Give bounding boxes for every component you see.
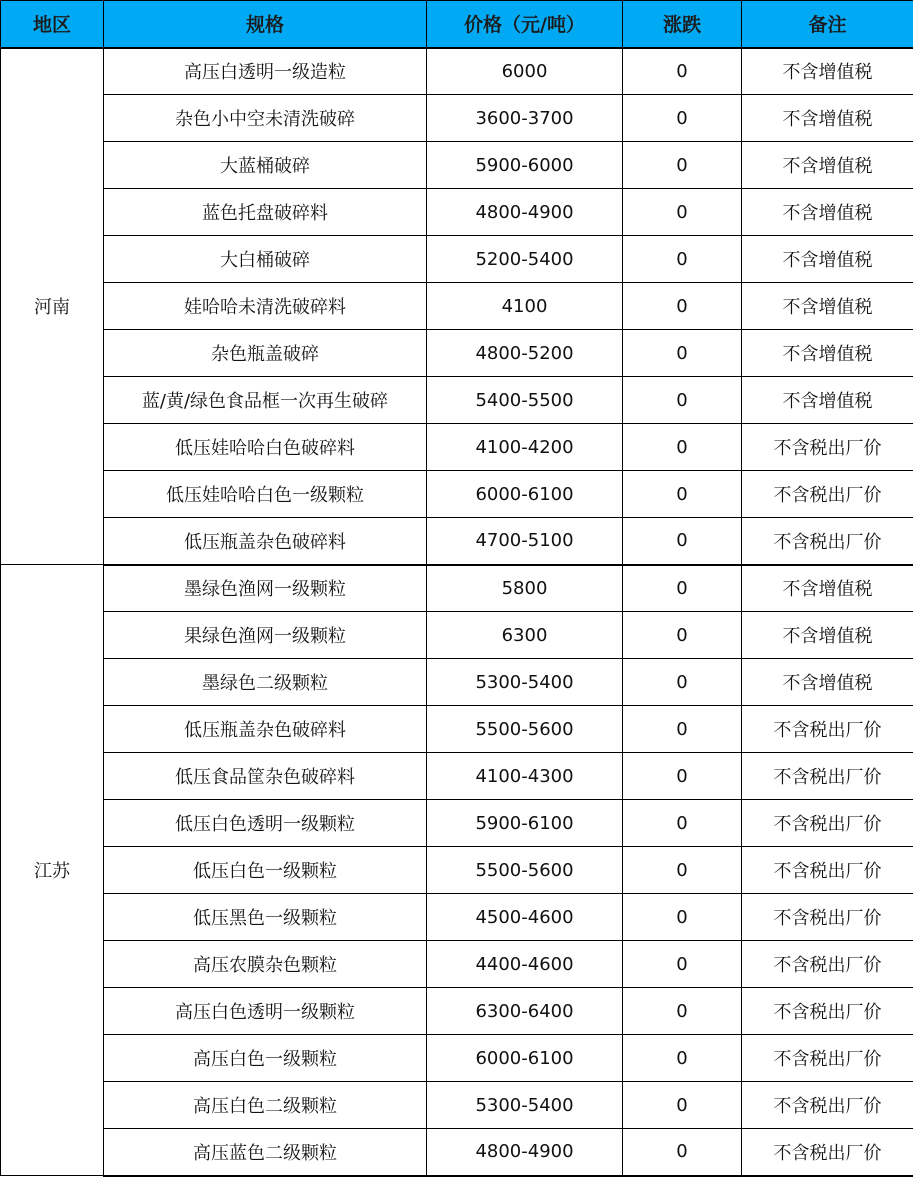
change-cell: 0 [623,48,742,95]
note-cell: 不含税出厂价 [742,847,913,894]
note-cell: 不含增值税 [742,659,913,706]
header-price: 价格（元/吨） [427,1,623,48]
change-cell: 0 [623,424,742,471]
note-cell: 不含增值税 [742,330,913,377]
table-row [1,236,913,283]
change-cell: 0 [623,1129,742,1176]
spec-cell: 低压瓶盖杂色破碎料 [104,518,427,565]
change-cell: 0 [623,377,742,424]
spec-cell: 低压食品筐杂色破碎料 [104,753,427,800]
price-cell: 4100-4300 [427,753,623,800]
note-cell: 不含增值税 [742,612,913,659]
change-cell: 0 [623,800,742,847]
region-cell: 江苏 [1,565,104,1176]
spec-cell: 低压娃哈哈白色破碎料 [104,424,427,471]
table-row [1,988,913,1035]
note-cell: 不含增值税 [742,189,913,236]
spec-cell: 高压白透明一级造粒 [104,48,427,95]
table-row [1,1035,913,1082]
note-cell: 不含税出厂价 [742,706,913,753]
note-cell: 不含税出厂价 [742,894,913,941]
header-spec: 规格 [104,1,427,48]
price-cell: 5400-5500 [427,377,623,424]
spec-cell: 墨绿色渔网一级颗粒 [104,565,427,612]
change-cell: 0 [623,706,742,753]
price-cell: 5500-5600 [427,847,623,894]
spec-cell: 蓝/黄/绿色食品框一次再生破碎 [104,377,427,424]
table-row [1,753,913,800]
header-row [1,1,913,48]
spec-cell: 低压瓶盖杂色破碎料 [104,706,427,753]
note-cell: 不含税出厂价 [742,1129,913,1176]
spec-cell: 低压黑色一级颗粒 [104,894,427,941]
spec-cell: 大蓝桶破碎 [104,142,427,189]
change-cell: 0 [623,753,742,800]
note-cell: 不含税出厂价 [742,471,913,518]
table-row [1,471,913,518]
table-row [1,48,913,95]
table-row [1,377,913,424]
price-cell: 6300 [427,612,623,659]
header-note: 备注 [742,1,913,48]
spec-cell: 娃哈哈未清洗破碎料 [104,283,427,330]
table-row [1,189,913,236]
table-row [1,1129,913,1176]
note-cell: 不含税出厂价 [742,424,913,471]
change-cell: 0 [623,142,742,189]
note-cell: 不含税出厂价 [742,941,913,988]
table-row [1,283,913,330]
price-cell: 4400-4600 [427,941,623,988]
table-row [1,847,913,894]
spec-cell: 低压娃哈哈白色一级颗粒 [104,471,427,518]
change-cell: 0 [623,847,742,894]
price-cell: 4800-4900 [427,189,623,236]
change-cell: 0 [623,612,742,659]
price-cell: 6000-6100 [427,1035,623,1082]
price-cell: 6000-6100 [427,471,623,518]
note-cell: 不含税出厂价 [742,1035,913,1082]
table-row [1,565,913,612]
table-row [1,800,913,847]
note-cell: 不含增值税 [742,142,913,189]
price-cell: 5800 [427,565,623,612]
change-cell: 0 [623,1082,742,1129]
table-row [1,706,913,753]
spec-cell: 高压蓝色二级颗粒 [104,1129,427,1176]
note-cell: 不含税出厂价 [742,800,913,847]
price-cell: 5900-6100 [427,800,623,847]
price-cell: 3600-3700 [427,95,623,142]
spec-cell: 低压白色一级颗粒 [104,847,427,894]
change-cell: 0 [623,1035,742,1082]
change-cell: 0 [623,659,742,706]
region-cell: 河南 [1,48,104,565]
change-cell: 0 [623,283,742,330]
spec-cell: 高压白色一级颗粒 [104,1035,427,1082]
group-jiangsu [1,565,913,1176]
group-henan [1,48,913,565]
price-cell: 4800-4900 [427,1129,623,1176]
change-cell: 0 [623,236,742,283]
table-row [1,659,913,706]
price-cell: 4100-4200 [427,424,623,471]
note-cell: 不含增值税 [742,283,913,330]
note-cell: 不含税出厂价 [742,753,913,800]
price-cell: 5300-5400 [427,659,623,706]
change-cell: 0 [623,518,742,565]
note-cell: 不含增值税 [742,95,913,142]
note-cell: 不含增值税 [742,377,913,424]
table-row [1,1082,913,1129]
spec-cell: 高压农膜杂色颗粒 [104,941,427,988]
note-cell: 不含增值税 [742,236,913,283]
price-cell: 4100 [427,283,623,330]
change-cell: 0 [623,565,742,612]
price-cell: 6300-6400 [427,988,623,1035]
change-cell: 0 [623,95,742,142]
change-cell: 0 [623,189,742,236]
change-cell: 0 [623,894,742,941]
spec-cell: 杂色小中空未清洗破碎 [104,95,427,142]
table-row [1,142,913,189]
table-row [1,424,913,471]
price-cell: 5200-5400 [427,236,623,283]
spec-cell: 果绿色渔网一级颗粒 [104,612,427,659]
table-row [1,894,913,941]
table-row [1,612,913,659]
price-cell: 5300-5400 [427,1082,623,1129]
table-row [1,941,913,988]
spec-cell: 蓝色托盘破碎料 [104,189,427,236]
price-cell: 4800-5200 [427,330,623,377]
note-cell: 不含增值税 [742,48,913,95]
price-cell: 6000 [427,48,623,95]
table-row [1,330,913,377]
spec-cell: 高压白色二级颗粒 [104,1082,427,1129]
note-cell: 不含税出厂价 [742,988,913,1035]
change-cell: 0 [623,988,742,1035]
spec-cell: 低压白色透明一级颗粒 [104,800,427,847]
price-cell: 5500-5600 [427,706,623,753]
spec-cell: 墨绿色二级颗粒 [104,659,427,706]
change-cell: 0 [623,471,742,518]
table-row [1,95,913,142]
spec-cell: 大白桶破碎 [104,236,427,283]
table-header [1,1,913,48]
note-cell: 不含增值税 [742,565,913,612]
price-cell: 5900-6000 [427,142,623,189]
header-change: 涨跌 [623,1,742,48]
spec-cell: 杂色瓶盖破碎 [104,330,427,377]
price-cell: 4700-5100 [427,518,623,565]
price-cell: 4500-4600 [427,894,623,941]
change-cell: 0 [623,941,742,988]
note-cell: 不含税出厂价 [742,1082,913,1129]
spec-cell: 高压白色透明一级颗粒 [104,988,427,1035]
table-row [1,518,913,565]
change-cell: 0 [623,330,742,377]
header-region: 地区 [1,1,104,48]
note-cell: 不含税出厂价 [742,518,913,565]
